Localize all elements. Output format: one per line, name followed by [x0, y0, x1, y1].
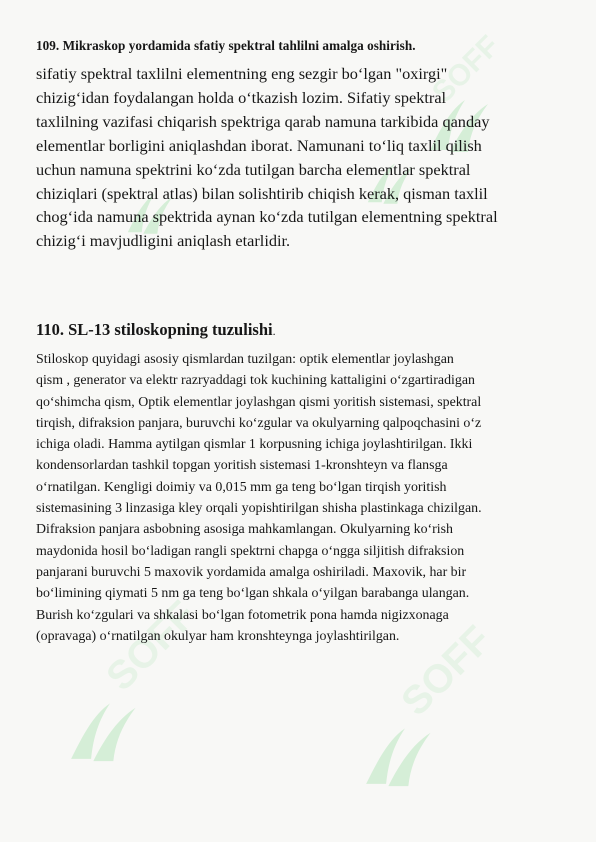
- section-110-heading: [36, 320, 276, 340]
- text-line: o‘rnatilgan. Kengligi doimiy va 0,015 mm ga teng bo‘lgan tirqish yoritish: [36, 479, 447, 495]
- text-line: Stiloskop quyidagi asosiy qismlardan tuzilgan: optik elementlar joylashgan: [36, 352, 454, 367]
- text-line: (opravaga) o‘rnatilgan okulyar ham kronshteynga joylashtirilgan.: [36, 628, 400, 644]
- watermark-text: SOFF: [98, 592, 205, 700]
- text-line: Difraksion panjara asbobning asosiga mahkamlangan. Okulyarning ko‘rish: [36, 522, 454, 538]
- section-109-heading: 109. Mikraskop yordamida sfatiy spektral tahlilni amalga oshirish.: [36, 38, 416, 53]
- text-line: chiziqlari (spektral atlas) bilan solishtirib chiqish kerak, qisman taxlil: [36, 183, 488, 203]
- text-line: kondensorlardan tashkil topgan yoritish sistemasi 1-kronshteyn va flansga: [36, 458, 448, 474]
- watermark-text: SOFF: [393, 617, 500, 725]
- text-line: qo‘shimcha qism, Optik elementlar joylashgan qismi yoritish sistemasi, spektral: [36, 394, 482, 410]
- text-line: maydonida hosil bo‘ladigan rangli spektrni chapga o‘ngga siljitish difraksion: [36, 543, 465, 559]
- text-line: sifatiy spektral taxlilni elementning eng sezgir bo‘lgan "oxirgi": [36, 64, 448, 83]
- text-line: tirqish, difraksion panjara, buruvchi ko‘zgular va okulyarning qalpoqchasini o‘z: [36, 415, 482, 431]
- section-109-paragraph: [36, 62, 562, 253]
- text-line: taxlilning vazifasi chiqarish spektriga qarab namuna tarkibida qanday: [36, 111, 490, 131]
- text-line: Burish ko‘zgulari va shkalasi bo‘lgan fotometrik pona hamda nigizxonaga: [36, 607, 449, 623]
- text-line: qism , generator va elektr razryaddagi tok kuchining kattaligini o‘zgartiradigan: [36, 373, 475, 389]
- text-line: panjarani buruvchi 5 maxovik yordamida amalga oshiriladi. Maxovik, har bir: [36, 564, 467, 580]
- text-line: uchun namuna spektrini ko‘zda tutilgan barcha elementlar spektral: [36, 159, 471, 179]
- text-line: chizig‘idan foydalangan holda o‘tkazish lozim. Sifatiy spektral: [36, 87, 447, 107]
- text-line: elementlar borligini aniqlashdan iborat. Namunani to‘liq taxlil qilish: [36, 135, 482, 155]
- text-line: bo‘limining qiymati 5 nm ga teng bo‘lgan shkala o‘yilgan barabanga ulangan.: [36, 586, 470, 602]
- soff-logo-icon: [60, 665, 160, 775]
- text-line: chizig‘i mavjudligini aniqlash etarlidir.: [36, 231, 291, 251]
- watermark-text: SOFF: [425, 29, 506, 110]
- section-110-heading-dot: .: [272, 324, 276, 338]
- soff-logo-icon: [355, 690, 455, 800]
- text-line: sistemasining 3 linzasiga kley orqali yopishtirilgan shisha plastinkaga chizilgan.: [36, 501, 482, 517]
- section-110-heading-text: 110. SL-13 stiloskopning tuzulishi: [36, 320, 273, 339]
- text-line: ichiga oladi. Hamma aytilgan qismlar 1 korpusning ichiga joylashtirilgan. Ikki: [36, 437, 473, 453]
- text-line: chog‘ida namuna spektrida aynan ko‘zda tutilgan elementning spektral: [36, 207, 498, 227]
- section-110-paragraph: [36, 349, 562, 647]
